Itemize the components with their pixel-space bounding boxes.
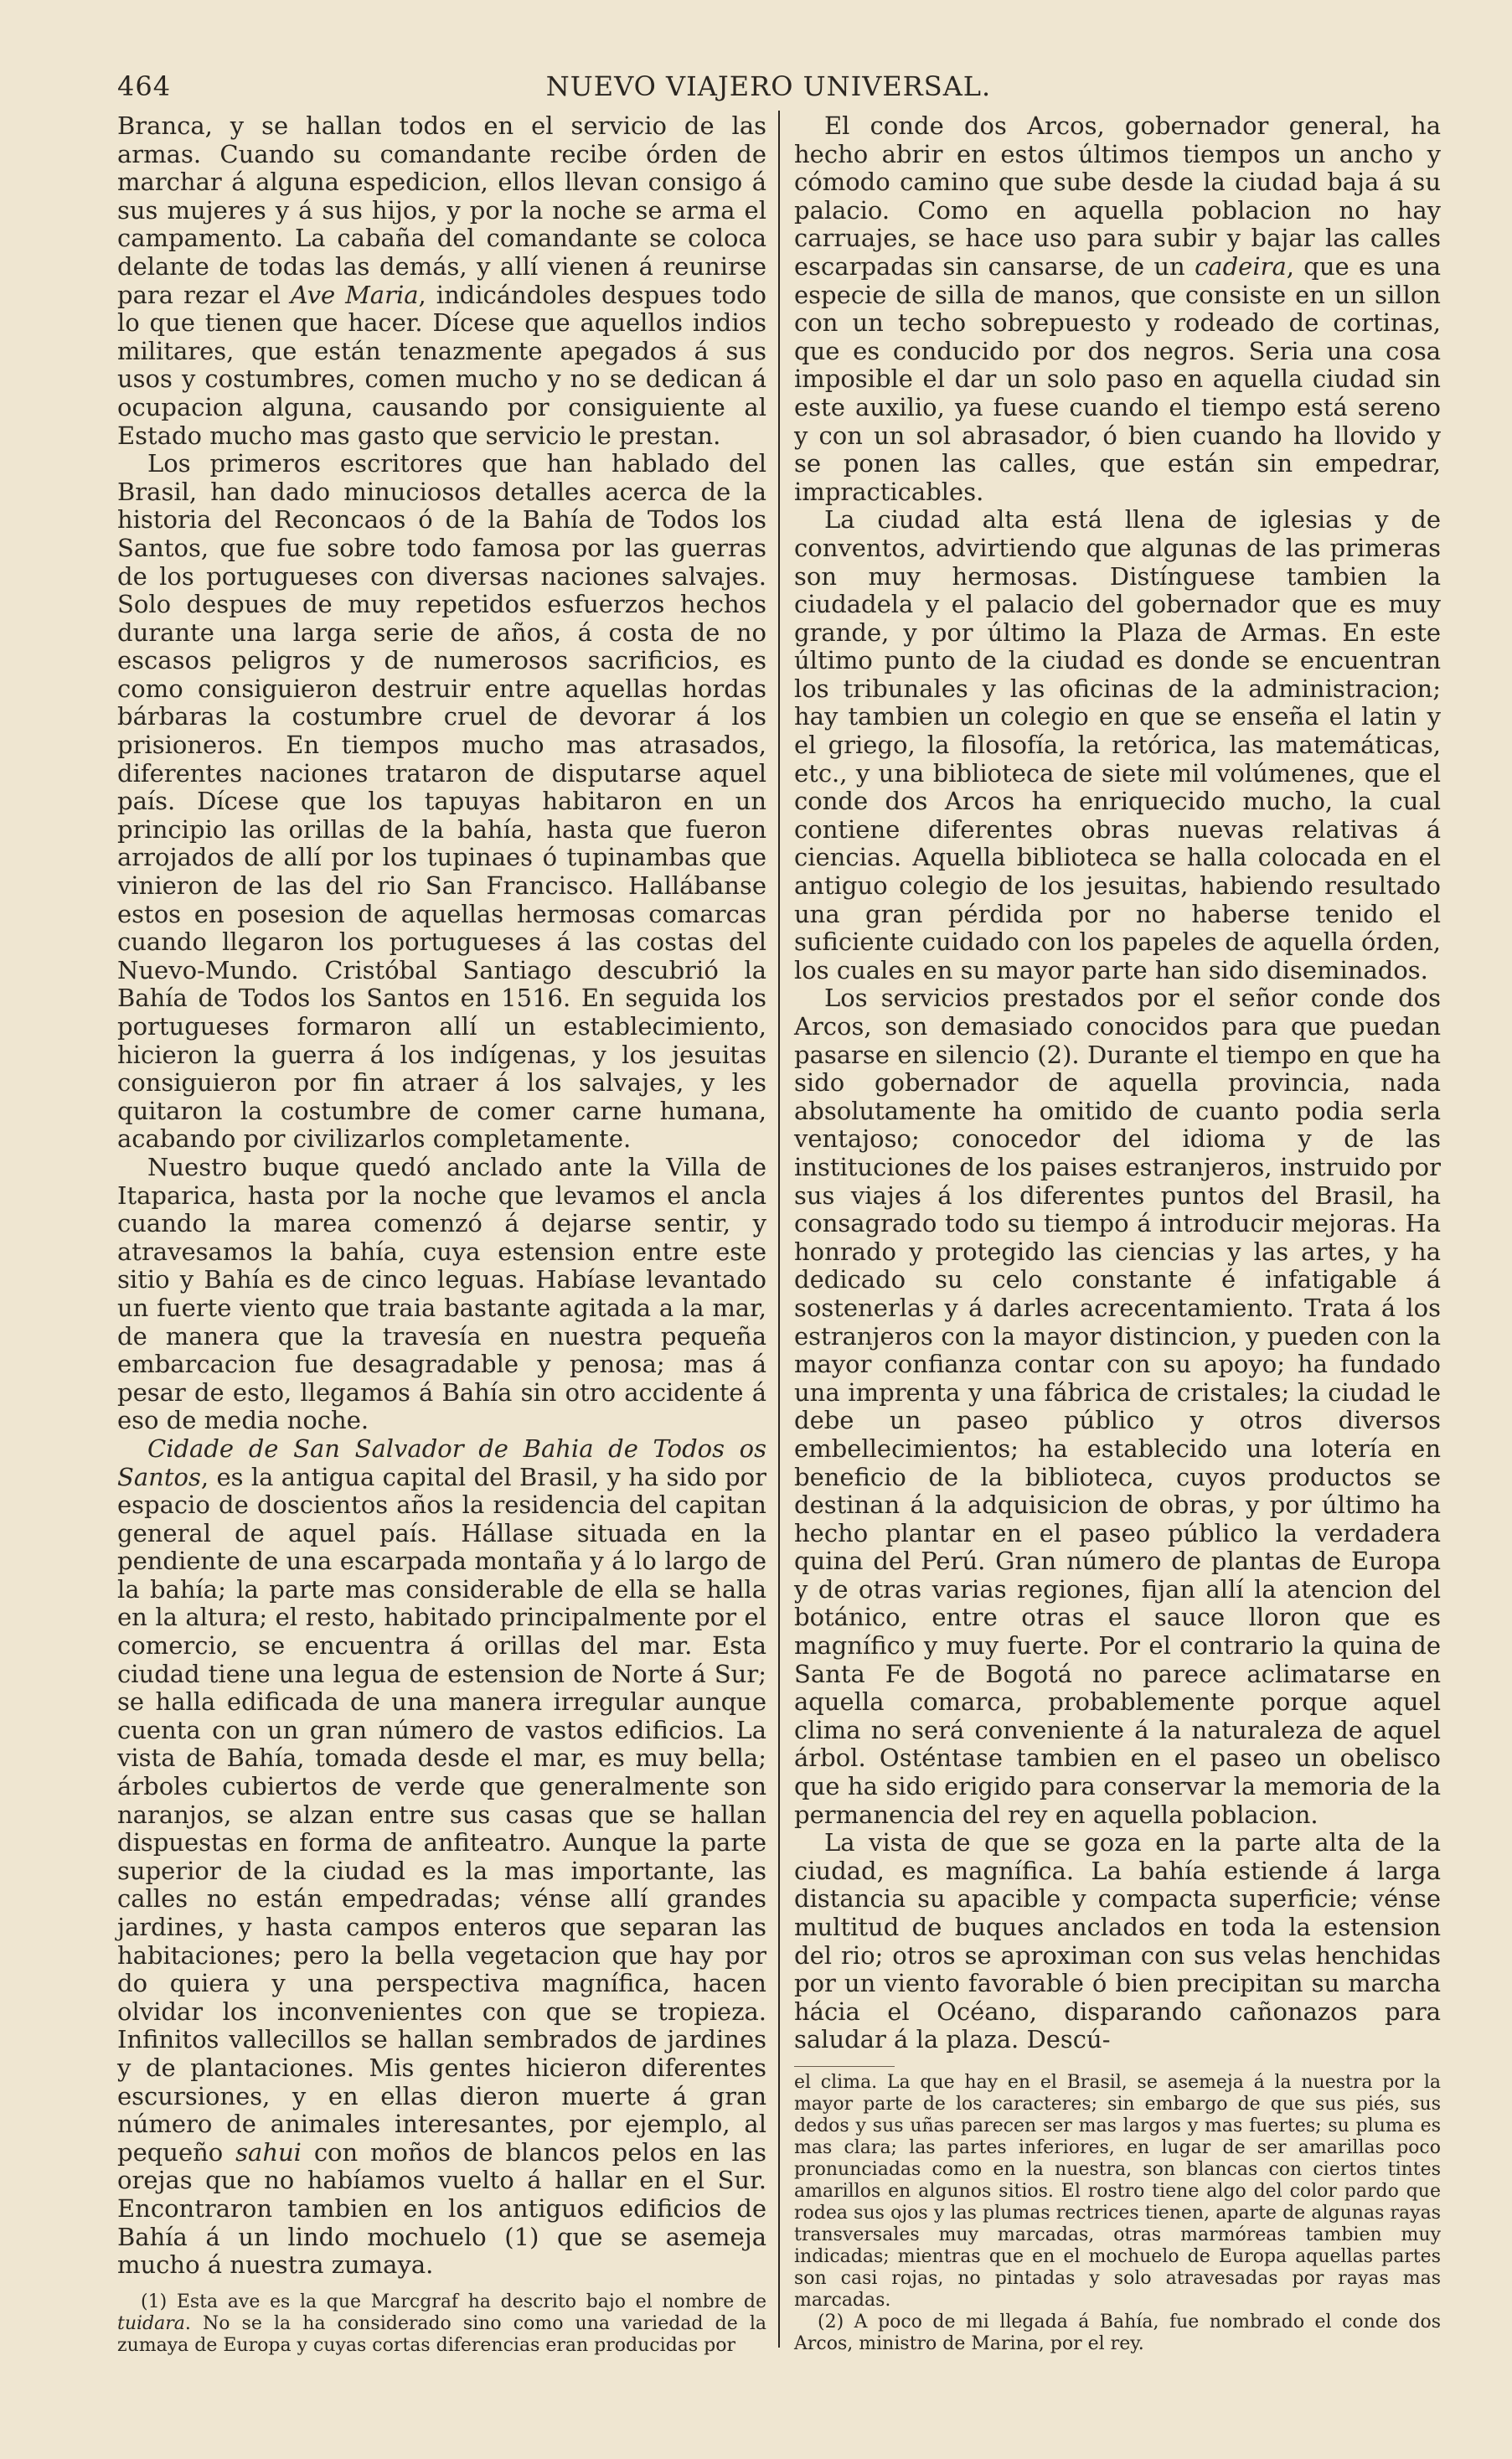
footnote-1-continuation: el clima. La que hay en el Brasil, se asemeja á la nuestra por la mayor parte de los caracteres; sin embargo de que sus piés, sus dedos y sus uñas parecen ser mas largos y mas fuertes; su pluma es mas clara; las partes inferiores, en lugar de ser amarillas poco pronunciadas como en la nuestra, son blancas con ciertos tintes amarillos en algunos sitios. El rostro tiene algo del color pardo que rodea sus ojos y las plumas rectrices tienen, aparte de algunas rayas transversales muy marcadas, otras marmóreas tambien muy indicadas; mientras que en el mochuelo de Europa aquellas partes son casi rojas, no pintadas y solo atravesadas por rayas mas marcadas. (794, 2071, 1441, 2311)
paragraph: Branca, y se hallan todos en el servicio de las armas. Cuando su comandante recibe órden de marchar á alguna espedicion, ellos llevan consigo á sus mujeres y á sus hijos, y por la noche se arma el campamento. La cabaña del comandante se coloca delante de todas las demás, y allí vienen á reunirse para rezar el Ave Maria, indicándoles despues todo lo que tienen que hacer. Dícese que aquellos indios militares, que están tenazmente apegados á sus usos y costumbres, comen mucho y no se dedican á ocupacion alguna, causando por consiguiente al Estado mucho mas gasto que servicio le prestan. (117, 111, 767, 450)
page-header (117, 70, 1420, 104)
footnote-2: (2) A poco de mi llegada á Bahía, fue nombrado el conde dos Arcos, ministro de Marina, por el rey. (794, 2311, 1441, 2354)
footnote-1: (1) Esta ave es la que Marcgraf ha descrito bajo el nombre de tuidara. No se la ha considerado sino como una variedad de la zumaya de Europa y cuyas cortas diferencias eran producidas por (117, 2291, 766, 2356)
paragraph: Los servicios prestados por el señor conde dos Arcos, son demasiado conocidos para que puedan pasarse en silencio (2). Durante el tiempo en que ha sido gobernador de aquella provincia, nada absolutamente ha omitido de cuanto podia serla ventajoso; conocedor del idioma y de las instituciones de los paises estranjeros, instruido por sus viajes á los diferentes puntos del Brasil, ha consagrado todo su tiempo á introducir mejoras. Ha honrado y protegido las ciencias y las artes, y ha dedicado su celo constante é infatigable á sostenerlas y á darles acrecentamiento. Trata á los estranjeros con la mayor distincion, y pueden con la mayor confianza contar con su apoyo; ha fundado una imprenta y una fábrica de cristales; la ciudad le debe un paseo público y otros diversos embellecimientos; ha establecido una lotería en beneficio de la biblioteca, cuyos productos se destinan á la adquisicion de obras, y por último ha hecho plantar en el paseo público la verdadera quina del Perú. Gran número de plantas de Europa y de otras varias regiones, fijan allí la atencion del botánico, entre otras el sauce lloron que es magnífico y muy fuerte. Por el contrario la quina de Santa Fe de Bogotá no parece aclimatarse en aquella comarca, probablemente porque aquel clima no será conveniente á la naturaleza de aquel árbol. Osténtase tambien en el paseo un obelisco que ha sido erigido para conservar la memoria de la permanencia del rey en aquella poblacion. (794, 984, 1441, 1829)
paragraph: El conde dos Arcos, gobernador general, ha hecho abrir en estos últimos tiempos un ancho y cómodo camino que sube desde la ciudad baja á su palacio. Como en aquella poblacion no hay carruajes, se hace uso para subir y bajar las calles escarpadas sin cansarse, de un cadeira, que es una especie de silla de manos, que consiste en un sillon con un techo sobrepuesto y rodeado de cortinas, que es conducido por dos negros. Seria una cosa imposible el dar un solo paso en aquella ciudad sin este auxilio, ya fuese cuando el tiempo está sereno y con un sol abrasador, ó bien cuando ha llovido y se ponen las calles, que están sin empedrar, impracticables. (794, 111, 1442, 506)
left-column (117, 112, 766, 2357)
paragraph: La vista de que se goza en la parte alta de la ciudad, es magnífica. La bahía estiende á larga distancia su apacible y compacta superficie; vénse multitud de buques anclados en toda la estension del rio; otros se aproximan con sus velas henchidas por un viento favorable ó bien precipitan su marcha hácia el Océano, disparando cañonazos para saludar á la plaza. Descú- (794, 1828, 1441, 2054)
running-title: NUEVO VIAJERO UNIVERSAL. (545, 70, 992, 102)
paragraph: Nuestro buque quedó anclado ante la Villa de Itaparica, hasta por la noche que levamos el ancla cuando la marea comenzó á dejarse sentir, y atravesamos la bahía, cuya estension entre este sitio y Bahía es de cinco leguas. Habíase levantado un fuerte viento que traia bastante agitada a la mar, de manera que la travesía en nuestra pequeña embarcacion fue desagradable y penosa; mas á pesar de esto, llegamos á Bahía sin otro accidente á eso de media noche. (117, 1152, 766, 1435)
column-divider (778, 111, 780, 2348)
footnote-block (794, 2066, 1441, 2355)
right-column (794, 112, 1441, 2355)
footnote-separator (794, 2066, 895, 2067)
footnote-block (117, 2291, 766, 2357)
paragraph: Los primeros escritores que han hablado del Brasil, han dado minuciosos detalles acerca de la historia del Reconcaos ó de la Bahía de Todos los Santos, que fue sobre todo famosa por las guerras de los portugueses con diversas naciones salvajes. Solo despues de muy repetidos esfuerzos hechos durante una larga serie de años, á costa de no escasos peligros y de numerosos sacrificios, es como consiguieron destruir entre aquellas hordas bárbaras la costumbre cruel de devorar á los prisioneros. En tiempos mucho mas atrasados, diferentes naciones trataron de disputarse aquel país. Dícese que los tapuyas habitaron en un principio las orillas de la bahía, hasta que fueron arrojados de allí por los tupinaes ó tupinambas que vinieron de las del rio San Francisco. Hallábanse estos en posesion de aquellas hermosas comarcas cuando llegaron los portugueses á las costas del Nuevo-Mundo. Cristóbal Santiago descubrió la Bahía de Todos los Santos en 1516. En seguida los portugueses formaron allí un establecimiento, hicieron la guerra á los indígenas, y los jesuitas consiguieron por fin atraer á los salvajes, y les quitaron la costumbre de comer carne humana, acabando por civilizarlos completamente. (117, 449, 766, 1154)
paragraph: Cidade de San Salvador de Bahia de Todos os Santos, es la antigua capital del Brasil, y ha sido por espacio de doscientos años la residencia del capitan general de aquel país. Hállase situada en la pendiente de una escarpada montaña y á lo largo de la bahía; la parte mas considerable de ella se halla en la altura; el resto, habitado principalmente por el comercio, se encuentra á orillas del mar. Esta ciudad tiene una legua de estension de Norte á Sur; se halla edificada de una manera irregular aunque cuenta con un gran número de vastos edificios. La vista de Bahía, tomada desde el mar, es muy bella; árboles cubiertos de verde que generalmente son naranjos, se alzan entre sus casas que se hallan dispuestas en forma de anfiteatro. Aunque la parte superior de la ciudad es la mas importante, las calles no están empedradas; vénse allí grandes jardines, y hasta campos enteros que separan las habitaciones; pero la bella vegetacion que hay por do quiera y una perspectiva magnífica, hacen olvidar los inconvenientes con que se tropieza. Infinitos vallecillos se hallan sembrados de jardines y de plantaciones. Mis gentes hicieron diferentes escursiones, y en ellas dieron muerte á gran número de animales interesantes, por ejemplo, al pequeño sahui con moños de blancos pelos en las orejas que no habíamos vuelto á hallar en el Sur. Encontraron tambien en los antiguos edificios de Bahía á un lindo mochuelo (1) que se asemeja mucho á nuestra zumaya. (117, 1434, 767, 2280)
paragraph: La ciudad alta está llena de iglesias y de conventos, advirtiendo que algunas de las primeras son muy hermosas. Distínguese tambien la ciudadela y el palacio del gobernador que es muy grande, y por último la Plaza de Armas. En este último punto de la ciudad es donde se encuentran los tribunales y las oficinas de la administracion; hay tambien un colegio en que se enseña el latin y el griego, la filosofía, la retórica, las matemáticas, etc., y una biblioteca de siete mil volúmenes, que el conde dos Arcos ha enriquecido mucho, la cual contiene diferentes obras nuevas relativas á ciencias. Aquella biblioteca se halla colocada en el antiguo colegio de los jesuitas, habiendo resultado una gran pérdida por no haberse tenido el suficiente cuidado con los papeles de aquella órden, los cuales en su mayor parte han sido diseminados. (794, 505, 1441, 984)
page-number: 464 (117, 70, 172, 102)
